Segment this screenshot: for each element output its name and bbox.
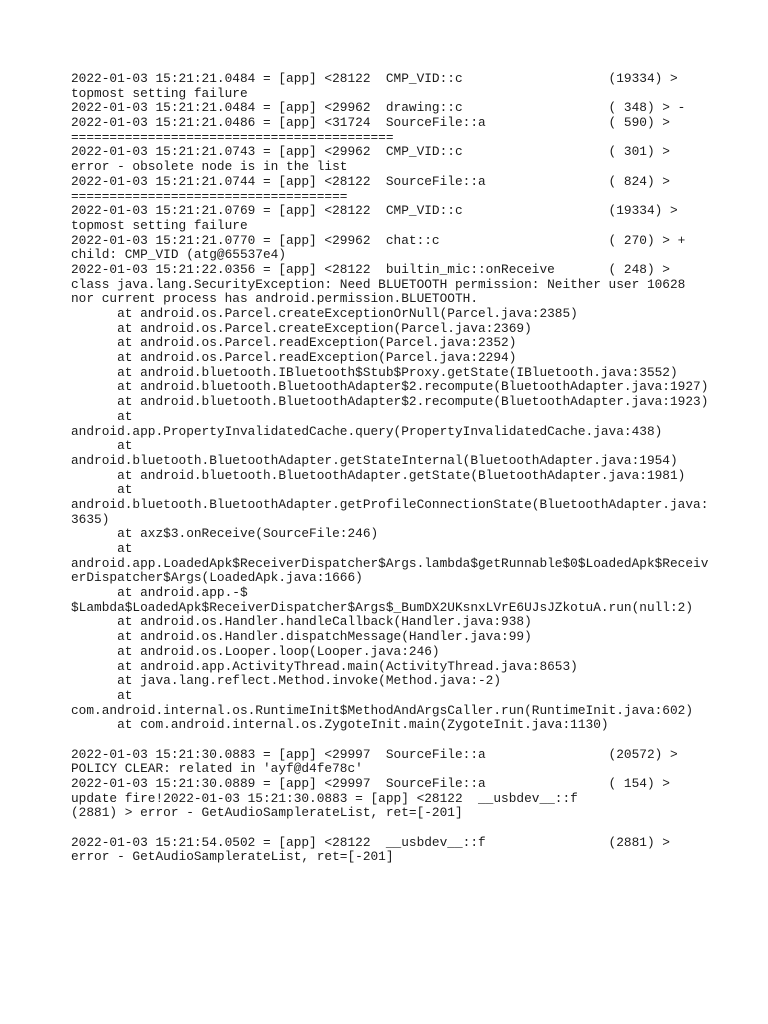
log-line: at axz$3.onReceive(SourceFile:246) [71, 526, 379, 542]
log-line: android.app.LoadedApk$ReceiverDispatcher$Args.lambda$getRunnable$0$LoadedApk$Receiv [71, 555, 709, 571]
log-line: at com.android.internal.os.ZygoteInit.main(ZygoteInit.java:1130) [71, 717, 609, 733]
log-line: child: CMP_VID (atg@65537e4) [71, 247, 287, 263]
log-line: com.android.internal.os.RuntimeInit$MethodAndArgsCaller.run(RuntimeInit.java:602) [71, 702, 694, 718]
log-line: ========================================== [71, 129, 394, 145]
log-line: update fire!2022-01-03 15:21:30.0883 = [app] <28122 __usbdev__::f [71, 790, 578, 806]
log-line: 2022-01-03 15:21:21.0743 = [app] <29962 CMP_VID::c ( 301) > [71, 144, 670, 160]
log-line: error - obsolete node is in the list [71, 159, 348, 175]
log-line: at android.os.Looper.loop(Looper.java:246) [71, 643, 440, 659]
log-line: at android.app.-$ [71, 585, 248, 601]
log-line: ==================================== [71, 188, 348, 204]
log-line: android.app.PropertyInvalidatedCache.query(PropertyInvalidatedCache.java:438) [71, 423, 663, 439]
log-line: at android.bluetooth.IBluetooth$Stub$Proxy.getState(IBluetooth.java:3552) [71, 364, 678, 380]
log-line: (2881) > error - GetAudioSamplerateList, ret=[-201] [71, 805, 463, 821]
log-line: 2022-01-03 15:21:30.0883 = [app] <29997 SourceFile::a (20572) > [71, 746, 678, 762]
log-line: android.bluetooth.BluetoothAdapter.getProfileConnectionState(BluetoothAdapter.java: [71, 496, 709, 512]
log-line: at android.os.Parcel.createExceptionOrNull(Parcel.java:2385) [71, 306, 578, 321]
log-line: 2022-01-03 15:21:21.0769 = [app] <28122 CMP_VID::c (19334) > [71, 203, 678, 219]
log-line: at [71, 438, 133, 454]
log-line: at [71, 687, 133, 703]
log-line: at android.bluetooth.BluetoothAdapter$2.recompute(BluetoothAdapter.java:1927) [71, 379, 709, 395]
log-line: 2022-01-03 15:21:22.0356 = [app] <28122 builtin_mic::onReceive ( 248) > [71, 261, 670, 277]
log-line: at android.os.Parcel.readException(Parcel.java:2294) [71, 350, 517, 366]
log-line: class java.lang.SecurityException: Need BLUETOOTH permission: Neither user 10628 [71, 276, 686, 292]
log-line: topmost setting failure [71, 217, 248, 233]
log-line: at android.os.Parcel.createException(Parcel.java:2369) [71, 320, 532, 336]
log-line: at android.os.Handler.handleCallback(Handler.java:938) [71, 614, 532, 630]
log-line: erDispatcher$Args(LoadedApk.java:1666) [71, 570, 363, 586]
log-line: $Lambda$LoadedApk$ReceiverDispatcher$Args$_BumDX2UKsnxLVrE6UJsJZkotuA.run(null:2) [71, 599, 694, 615]
log-line: 2022-01-03 15:21:54.0502 = [app] <28122 __usbdev__::f (2881) > [71, 834, 670, 850]
log-line: at [71, 482, 133, 498]
log-line: at android.os.Handler.dispatchMessage(Handler.java:99) [71, 629, 532, 645]
log-line: at [71, 541, 133, 556]
log-line: at android.app.ActivityThread.main(ActivityThread.java:8653) [71, 658, 578, 674]
log-line: at android.bluetooth.BluetoothAdapter$2.recompute(BluetoothAdapter.java:1923) [71, 394, 709, 410]
blank-line [71, 733, 711, 748]
log-line: 3635) [71, 511, 110, 527]
log-line: 2022-01-03 15:21:21.0484 = [app] <29962 drawing::c ( 348) > - [71, 100, 686, 116]
log-line: 2022-01-03 15:21:30.0889 = [app] <29997 SourceFile::a ( 154) > [71, 776, 670, 791]
log-line: 2022-01-03 15:21:21.0484 = [app] <28122 CMP_VID::c (19334) > [71, 71, 678, 86]
blank-line [71, 821, 711, 836]
log-line: android.bluetooth.BluetoothAdapter.getStateInternal(BluetoothAdapter.java:1954) [71, 452, 678, 468]
log-line: topmost setting failure [71, 85, 248, 101]
log-line: at android.os.Parcel.readException(Parcel.java:2352) [71, 335, 517, 351]
log-line: 2022-01-03 15:21:21.0744 = [app] <28122 SourceFile::a ( 824) > [71, 173, 670, 189]
log-document [71, 72, 711, 865]
log-line: error - GetAudioSamplerateList, ret=[-201] [71, 849, 394, 865]
log-line: 2022-01-03 15:21:21.0486 = [app] <31724 SourceFile::a ( 590) > [71, 115, 670, 131]
log-line: 2022-01-03 15:21:21.0770 = [app] <29962 chat::c ( 270) > + [71, 232, 686, 248]
log-line: POLICY CLEAR: related in 'ayf@d4fe78c' [71, 761, 363, 777]
log-line: at java.lang.reflect.Method.invoke(Method.java:-2) [71, 673, 502, 689]
log-line: nor current process has android.permission.BLUETOOTH. [71, 291, 479, 307]
log-line: at android.bluetooth.BluetoothAdapter.getState(BluetoothAdapter.java:1981) [71, 467, 686, 483]
log-line: at [71, 408, 133, 424]
